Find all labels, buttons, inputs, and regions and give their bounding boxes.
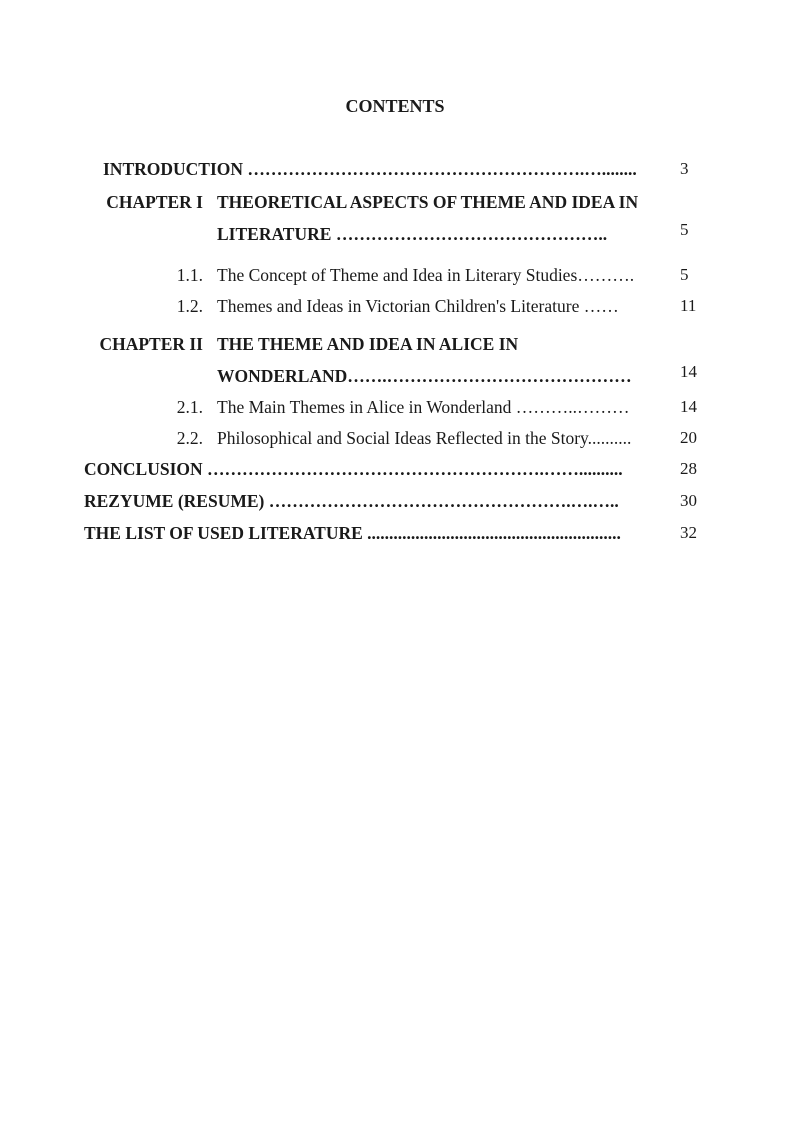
chapter-number: CHAPTER I [106, 192, 203, 212]
page-title: CONTENTS [345, 96, 445, 116]
chapter-title-continued [217, 223, 607, 245]
toc-entry-rezyume [84, 490, 619, 512]
section-title: Themes and Ideas in Victorian Children's Literature …… [217, 296, 619, 316]
toc-entry-label: INTRODUCTION [103, 159, 244, 179]
toc-page-number: 5 [680, 220, 689, 239]
chapter-title-line: WONDERLAND [217, 366, 348, 386]
toc-page-number: 28 [680, 459, 697, 478]
toc-leader: …………………………………………….….….. [268, 491, 619, 511]
chapter-title-line: LITERATURE [217, 224, 332, 244]
toc-page-number: 3 [680, 159, 689, 178]
toc-leader: …….…………………………………… [347, 366, 632, 386]
toc-page-number: 20 [680, 428, 697, 447]
chapter-title: THEORETICAL ASPECTS OF THEME AND IDEA IN [217, 192, 639, 212]
toc-entry-literature [84, 522, 621, 544]
toc-entry-conclusion [84, 458, 623, 480]
toc-page-number: 14 [680, 362, 697, 381]
section-number: 2.2. [176, 428, 203, 448]
section-title: Philosophical and Social Ideas Reflected in the Story.......... [217, 428, 632, 448]
section-title: The Main Themes in Alice in Wonderland ………..……… [217, 397, 630, 417]
toc-leader: ………………………………………………….…........ [247, 159, 637, 179]
toc-entry-label: REZYUME (RESUME) [84, 491, 265, 511]
toc-leader: .......................................................... [367, 523, 621, 543]
toc-page-number: 11 [680, 296, 697, 315]
toc-page-number: 5 [680, 265, 689, 284]
chapter-title-continued [217, 365, 632, 387]
chapter-number: CHAPTER II [99, 334, 203, 354]
toc-leader: ……………………………………….. [335, 224, 608, 244]
toc-entry-label: THE LIST OF USED LITERATURE [84, 523, 363, 543]
section-title: The Concept of Theme and Idea in Literary Studies………. [217, 265, 635, 285]
toc-entry-label: CONCLUSION [84, 459, 203, 479]
section-number: 1.2. [176, 296, 203, 316]
toc-page-number: 32 [680, 523, 697, 542]
section-number: 1.1. [176, 265, 203, 285]
toc-leader: ………………………………………………….…….......... [207, 459, 623, 479]
toc-entry-introduction [103, 158, 637, 180]
toc-page-number: 30 [680, 491, 697, 510]
toc-page-number: 14 [680, 397, 697, 416]
chapter-title: THE THEME AND IDEA IN ALICE IN [217, 334, 519, 354]
section-number: 2.1. [176, 397, 203, 417]
